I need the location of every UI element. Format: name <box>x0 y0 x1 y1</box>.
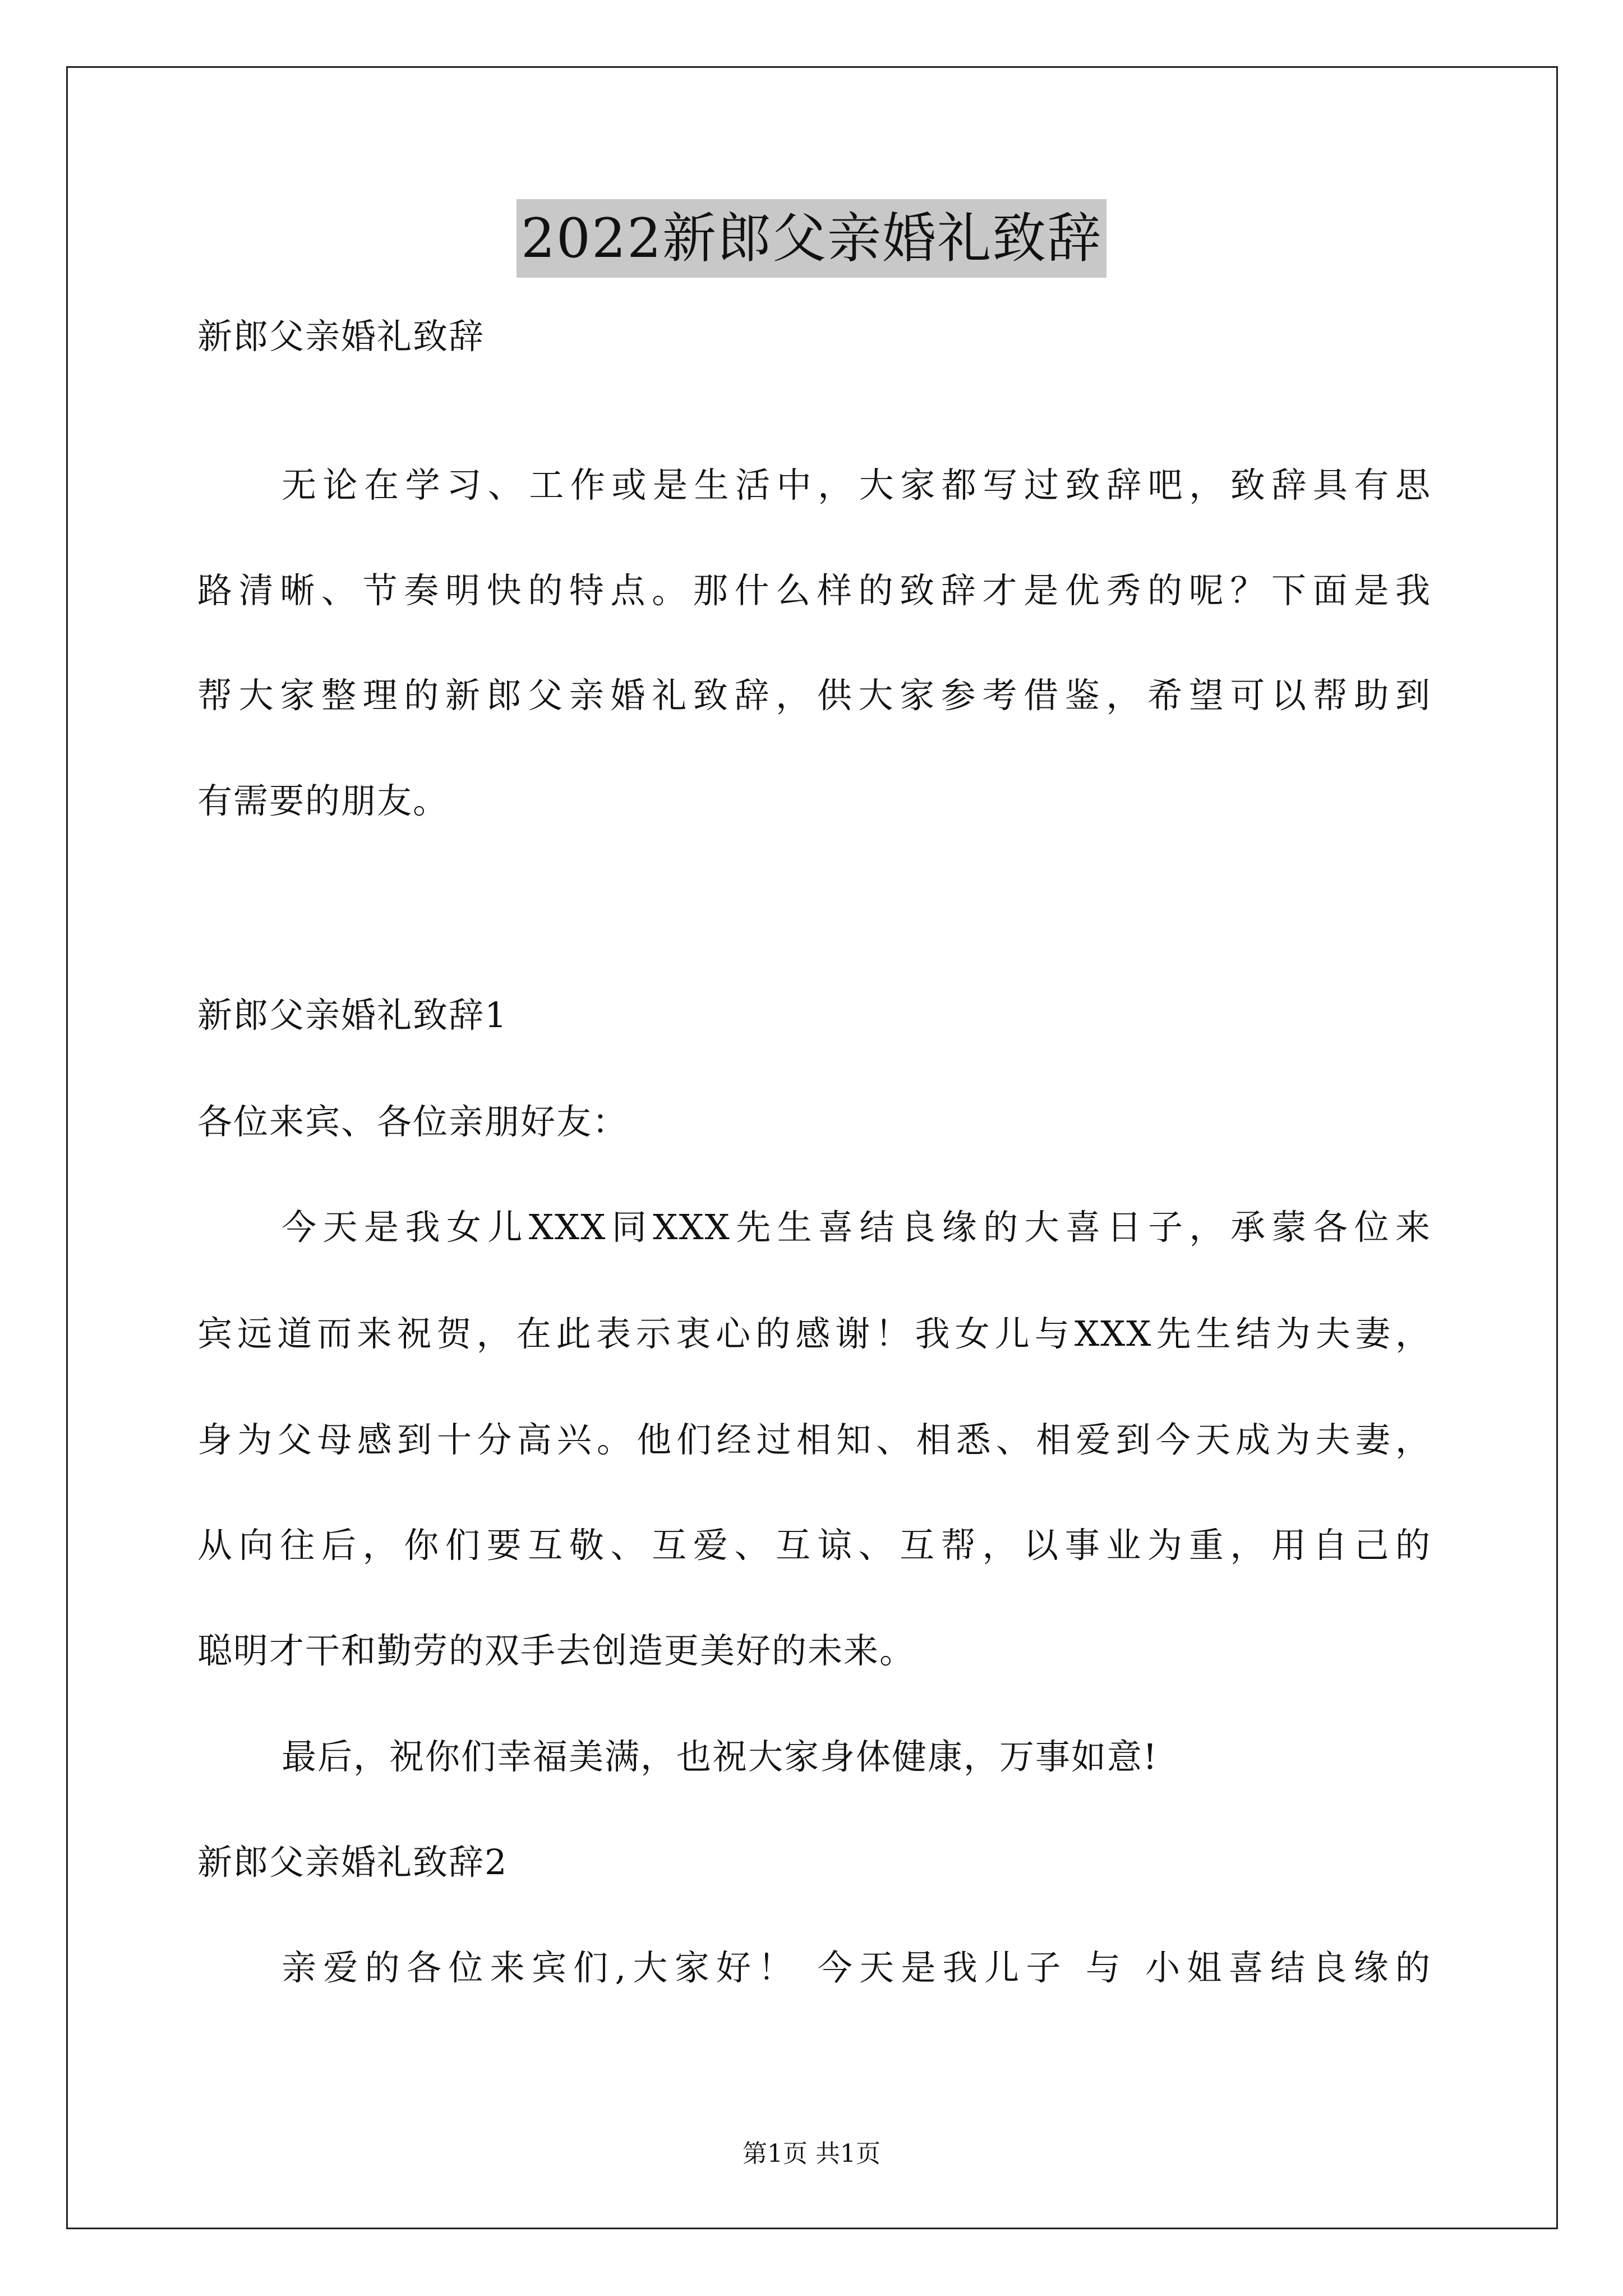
paragraph-line: 有需要的朋友。 <box>197 780 449 821</box>
document-title: 2022新郎父亲婚礼致辞 <box>517 199 1106 278</box>
paragraph-line: 聪明才干和勤劳的双手去创造更美好的未来。 <box>197 1630 916 1671</box>
paragraph-line: 路清晰、节奏明快的特点。那什么样的致辞才是优秀的呢？下面是我 <box>197 570 1431 611</box>
section-heading-1: 新郎父亲婚礼致辞1 <box>197 995 508 1036</box>
paragraph-line: 身为父母感到十分高兴。他们经过相知、相悉、相爱到今天成为夫妻， <box>197 1419 1431 1460</box>
paragraph-line: 从向往后，你们要互敬、互爱、互谅、互帮，以事业为重，用自己的 <box>197 1525 1431 1566</box>
paragraph-line: 宾远道而来祝贺，在此表示衷心的感谢！我女儿与XXX先生结为夫妻， <box>197 1313 1431 1354</box>
title-container <box>0 199 1623 278</box>
page-border <box>66 66 1558 2229</box>
section-heading-2: 新郎父亲婚礼致辞2 <box>197 1842 508 1883</box>
salutation: 各位来宾、各位亲朋好友： <box>197 1101 629 1142</box>
paragraph-line: 帮大家整理的新郎父亲婚礼致辞，供大家参考借鉴，希望可以帮助到 <box>197 675 1431 716</box>
paragraph-line: 亲爱的各位来宾们,大家好！ 今天是我儿子 与 小姐喜结良缘的 <box>282 1947 1431 1988</box>
section-heading-intro: 新郎父亲婚礼致辞 <box>197 316 485 357</box>
closing-line: 最后，祝你们幸福美满，也祝大家身体健康，万事如意! <box>282 1736 1158 1777</box>
page-footer: 第1页 共1页 <box>743 2139 880 2168</box>
paragraph-line: 今天是我女儿XXX同XXX先生喜结良缘的大喜日子，承蒙各位来 <box>282 1207 1431 1248</box>
paragraph-line: 无论在学习、工作或是生活中，大家都写过致辞吧，致辞具有思 <box>282 464 1431 505</box>
